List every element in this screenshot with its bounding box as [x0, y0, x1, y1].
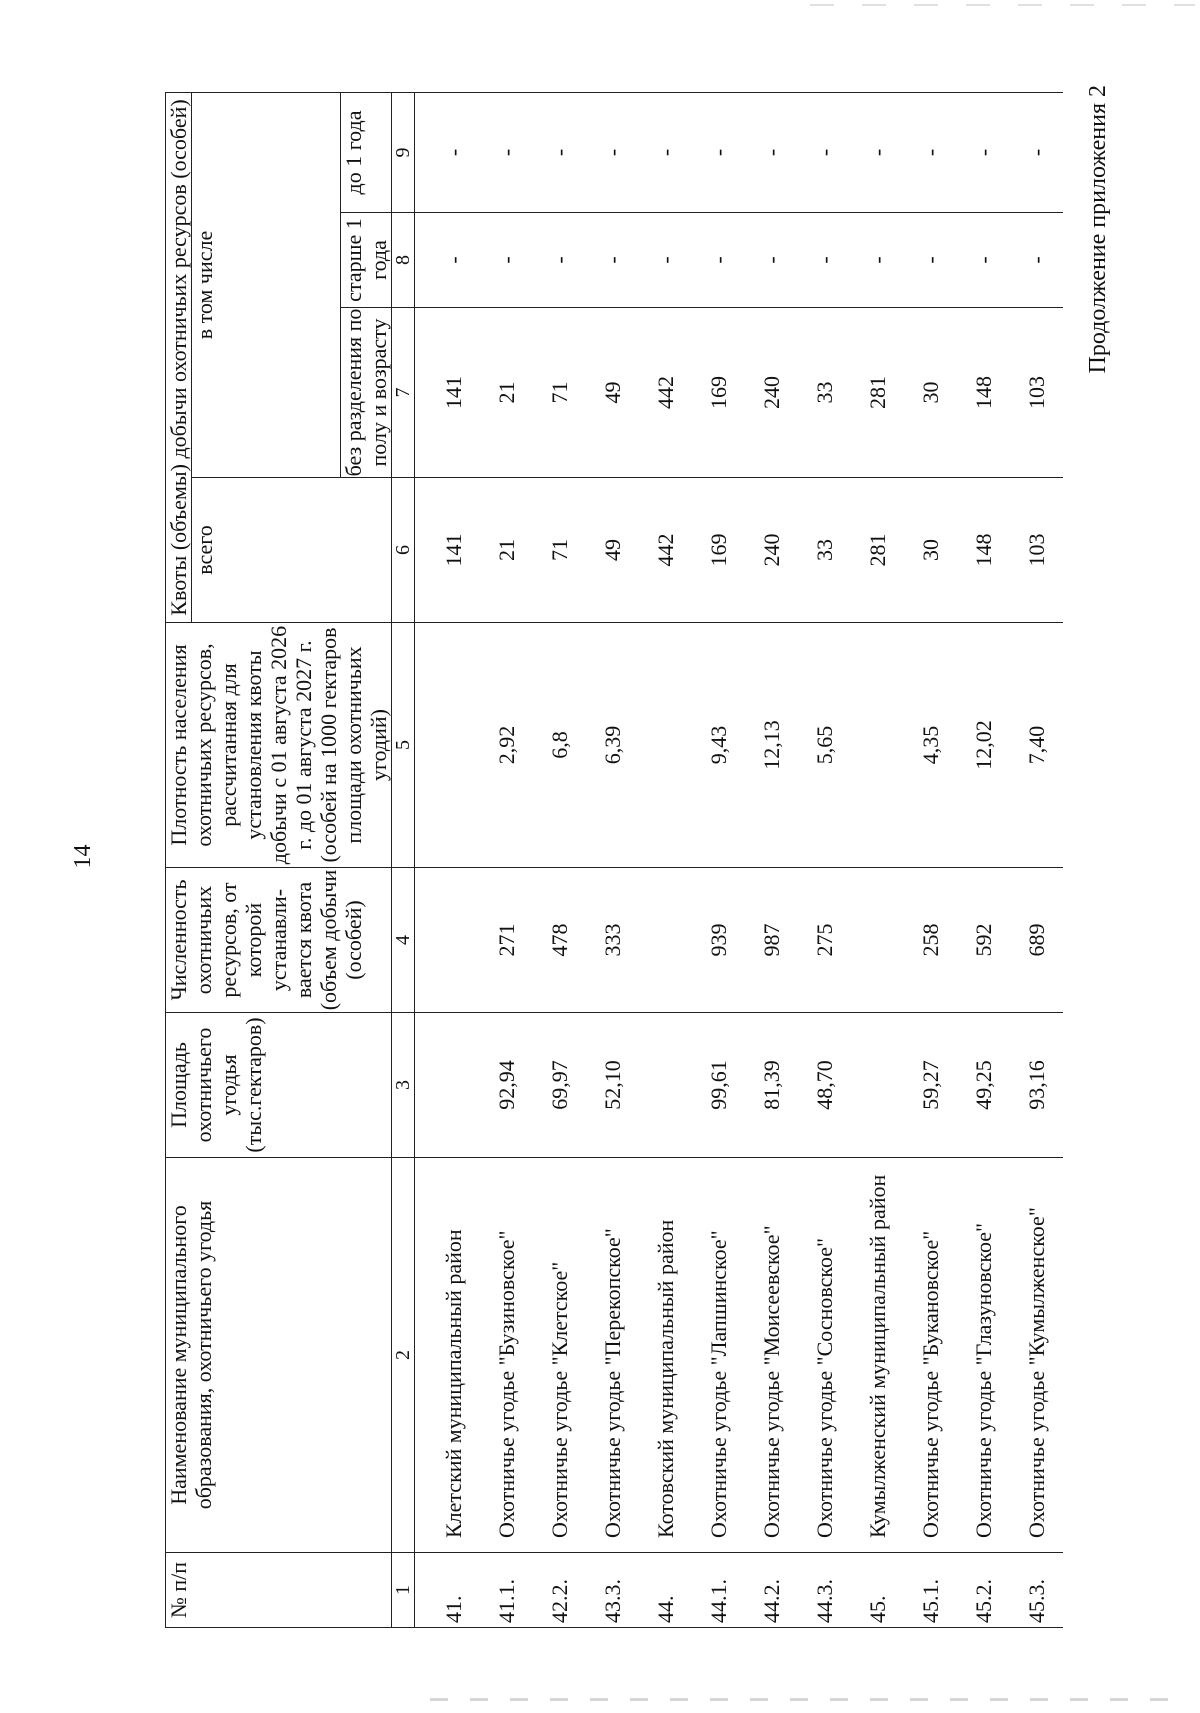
column-number: 2: [392, 1158, 415, 1553]
row-quota-older: -: [851, 213, 904, 308]
quota-table: [165, 92, 1063, 1628]
row-area: 52,10: [586, 1013, 639, 1158]
row-quota-no-division: 30: [904, 308, 957, 478]
row-count: 258: [904, 868, 957, 1013]
column-number: 1: [392, 1553, 415, 1628]
header-total: всего: [192, 478, 392, 623]
row-quota-no-division: 148: [957, 308, 1010, 478]
row-density: 9,43: [692, 623, 745, 868]
row-number: 44.3.: [798, 1553, 851, 1628]
table-row: [798, 93, 851, 1628]
row-number: 45.: [851, 1553, 904, 1628]
row-name: Охотничье угодье "Лапшинское": [692, 1158, 745, 1553]
header-name: Наименование муниципального образования, охотничьего угодья: [166, 1158, 392, 1553]
header-quota-group: Квоты (объемы) добычи охотничьих ресурсов (особей): [166, 93, 192, 623]
row-number: 45.3.: [1010, 1553, 1063, 1628]
row-density: [639, 623, 692, 868]
row-count: 275: [798, 868, 851, 1013]
row-number: 42.2.: [533, 1553, 586, 1628]
table-row: [1010, 93, 1063, 1628]
row-number: 45.2.: [957, 1553, 1010, 1628]
table-header: [166, 93, 415, 1628]
row-name: Котовский муниципальный район: [639, 1158, 692, 1553]
row-quota-total: 240: [745, 478, 798, 623]
row-quota-total: 49: [586, 478, 639, 623]
row-quota-younger: -: [586, 93, 639, 213]
row-number: 43.3.: [586, 1553, 639, 1628]
row-density: 5,65: [798, 623, 851, 868]
column-number: 9: [392, 93, 415, 213]
row-name: Охотничье угодье "Кумылженское": [1010, 1158, 1063, 1553]
row-density: 12,02: [957, 623, 1010, 868]
row-number: 45.1.: [904, 1553, 957, 1628]
row-quota-no-division: 442: [639, 308, 692, 478]
row-count: 987: [745, 868, 798, 1013]
row-name: Охотничье угодье "Глазуновское": [957, 1158, 1010, 1553]
row-quota-older: -: [1010, 213, 1063, 308]
table-row: [851, 93, 904, 1628]
row-count: 478: [533, 868, 586, 1013]
column-number-row: [392, 93, 415, 1628]
row-count: 271: [480, 868, 533, 1013]
row-quota-total: 141: [415, 478, 481, 623]
row-quota-total: 169: [692, 478, 745, 623]
row-quota-older: -: [639, 213, 692, 308]
row-count: [415, 868, 481, 1013]
column-number: 7: [392, 308, 415, 478]
table-body: [415, 93, 1064, 1628]
row-area: 49,25: [957, 1013, 1010, 1158]
row-name: Охотничье угодье "Моисеевское": [745, 1158, 798, 1553]
row-area: 48,70: [798, 1013, 851, 1158]
row-quota-older: -: [480, 213, 533, 308]
row-number: 44.2.: [745, 1553, 798, 1628]
row-quota-younger: -: [957, 93, 1010, 213]
row-quota-no-division: 141: [415, 308, 481, 478]
row-quota-younger: -: [639, 93, 692, 213]
header-no-division: без разделения по полу и возрасту: [341, 308, 391, 477]
row-name: Охотничье угодье "Клетское": [533, 1158, 586, 1553]
row-quota-no-division: 49: [586, 308, 639, 478]
header-including: в том числе: [192, 93, 341, 478]
row-area: 59,27: [904, 1013, 957, 1158]
row-density: 2,92: [480, 623, 533, 868]
row-quota-no-division: 281: [851, 308, 904, 478]
row-quota-younger: -: [745, 93, 798, 213]
row-number: 41.: [415, 1553, 481, 1628]
quota-table-wrapper: [165, 93, 1063, 1628]
continuation-label: Продолжение приложения 2: [1085, 85, 1111, 374]
row-count: 333: [586, 868, 639, 1013]
table-row: [480, 93, 533, 1628]
row-quota-younger: -: [851, 93, 904, 213]
table-row: [415, 93, 481, 1628]
row-area: 99,61: [692, 1013, 745, 1158]
row-density: [851, 623, 904, 868]
table-row: [533, 93, 586, 1628]
table-row: [745, 93, 798, 1628]
row-name: Кумылженский муниципальный район: [851, 1158, 904, 1553]
row-name: Охотничье угодье "Сосновское": [798, 1158, 851, 1553]
row-number: 44.: [639, 1553, 692, 1628]
row-quota-younger: -: [904, 93, 957, 213]
table-row: [586, 93, 639, 1628]
row-quota-total: 21: [480, 478, 533, 623]
header-number: № п/п: [166, 1553, 392, 1628]
row-area: 69,97: [533, 1013, 586, 1158]
row-density: 4,35: [904, 623, 957, 868]
row-quota-no-division: 71: [533, 308, 586, 478]
row-density: 6,8: [533, 623, 586, 868]
row-number: 44.1.: [692, 1553, 745, 1628]
row-count: 939: [692, 868, 745, 1013]
row-number: 41.1.: [480, 1553, 533, 1628]
row-count: 689: [1010, 868, 1063, 1013]
row-quota-total: 442: [639, 478, 692, 623]
row-quota-older: -: [904, 213, 957, 308]
row-quota-older: -: [586, 213, 639, 308]
row-quota-younger: -: [533, 93, 586, 213]
header-younger: до 1 года: [341, 93, 392, 213]
row-count: [851, 868, 904, 1013]
row-quota-total: 103: [1010, 478, 1063, 623]
row-area: [415, 1013, 481, 1158]
row-quota-no-division: 169: [692, 308, 745, 478]
row-quota-older: -: [798, 213, 851, 308]
row-quota-younger: -: [1010, 93, 1063, 213]
row-area: [851, 1013, 904, 1158]
row-count: 592: [957, 868, 1010, 1013]
row-area: 92,94: [480, 1013, 533, 1158]
table-row: [692, 93, 745, 1628]
row-quota-older: -: [415, 213, 481, 308]
row-area: 93,16: [1010, 1013, 1063, 1158]
row-quota-total: 30: [904, 478, 957, 623]
table-row: [957, 93, 1010, 1628]
row-quota-older: -: [692, 213, 745, 308]
column-number: 5: [392, 623, 415, 868]
scan-artifact: [810, 4, 1195, 6]
table-row: [639, 93, 692, 1628]
row-density: 12,13: [745, 623, 798, 868]
column-number: 4: [392, 868, 415, 1013]
row-count: [639, 868, 692, 1013]
header-count: Численность охотничьих ресурсов, от которой устанавли-вается квота (объем добычи (особей): [166, 868, 392, 1013]
row-density: 7,40: [1010, 623, 1063, 868]
table-row: [904, 93, 957, 1628]
row-quota-total: 148: [957, 478, 1010, 623]
row-quota-younger: -: [415, 93, 481, 213]
row-quota-total: 71: [533, 478, 586, 623]
row-quota-no-division: 103: [1010, 308, 1063, 478]
row-quota-older: -: [957, 213, 1010, 308]
row-quota-younger: -: [798, 93, 851, 213]
scan-artifact: [430, 1698, 1190, 1701]
row-quota-younger: -: [480, 93, 533, 213]
header-density: Плотность населения охотничьих ресурсов, рассчитанная для установления квоты добычи с 01 августа 2026 г. до 01 августа 2027 г. (особей на 1000 гектаров площади охотничьих угодий): [166, 623, 392, 868]
column-number: 8: [392, 213, 415, 308]
row-name: Клетский муниципальный район: [415, 1158, 481, 1553]
row-quota-younger: -: [692, 93, 745, 213]
row-area: [639, 1013, 692, 1158]
page-number: 14: [70, 844, 96, 869]
row-name: Охотничье угодье "Букановское": [904, 1158, 957, 1553]
header-area: Площадь охотничьего угодья (тыс.гектаров): [166, 1013, 392, 1158]
column-number: 3: [392, 1013, 415, 1158]
row-quota-total: 33: [798, 478, 851, 623]
row-name: Охотничье угодье "Бузиновское": [480, 1158, 533, 1553]
row-density: 6,39: [586, 623, 639, 868]
row-quota-total: 281: [851, 478, 904, 623]
row-quota-older: -: [533, 213, 586, 308]
row-area: 81,39: [745, 1013, 798, 1158]
row-name: Охотничье угодье "Перекопское": [586, 1158, 639, 1553]
row-quota-no-division: 33: [798, 308, 851, 478]
column-number: 6: [392, 478, 415, 623]
row-quota-no-division: 240: [745, 308, 798, 478]
row-quota-older: -: [745, 213, 798, 308]
row-density: [415, 623, 481, 868]
header-older: старше 1 года: [341, 213, 392, 308]
row-quota-no-division: 21: [480, 308, 533, 478]
